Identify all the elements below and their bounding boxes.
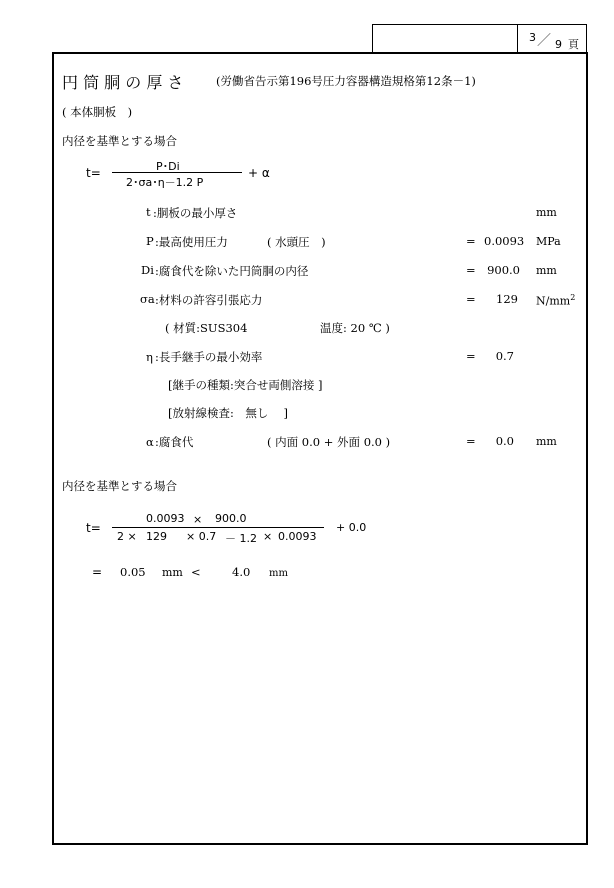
def-sigma-unit-base: N/mm — [536, 294, 571, 308]
page-number-box — [517, 24, 587, 52]
calc-num-p: 0.0093 — [146, 512, 185, 525]
calc-plus-alpha: + 0.0 — [336, 521, 367, 534]
def-t-desc: :胴板の最小厚さ — [153, 206, 238, 220]
def-di-eq: = — [466, 263, 476, 277]
def-di-symbol: Di — [141, 263, 154, 277]
def-alpha-desc: :腐食代 — [155, 435, 194, 449]
def-alpha-value: 0.0 — [495, 434, 514, 448]
header-blank-box — [372, 24, 518, 52]
page-total: 9 — [555, 38, 562, 51]
design-temperature: 温度: 20 ℃ ) — [320, 321, 390, 335]
def-p-symbol: P — [146, 234, 154, 248]
formula-plus-alpha: + α — [248, 166, 270, 180]
result-less-than: < — [191, 565, 201, 579]
calc-den-eta: × 0.7 — [186, 530, 217, 543]
def-eta-value: 0.7 — [495, 349, 514, 363]
def-alpha-eq: = — [466, 434, 476, 448]
def-sigma-unit-sup: 2 — [570, 293, 576, 302]
def-t-unit: mm — [536, 206, 557, 219]
calc-den-times: × — [263, 530, 273, 543]
formula-lhs: t= — [86, 166, 101, 180]
def-sigma-desc: :材料の許容引張応力 — [155, 293, 263, 307]
calc-den-minus: － 1.2 — [225, 532, 257, 545]
formula-numerator: P･Di — [156, 160, 180, 173]
def-sigma-value: 129 — [496, 292, 518, 306]
def-sigma-unit — [536, 293, 575, 308]
page-current: 3 — [529, 31, 536, 44]
material-spec: ( 材質:SUS304 — [165, 321, 248, 335]
def-p-value: 0.0093 — [484, 234, 525, 248]
actual-thickness-unit: mm — [269, 568, 288, 579]
radiography-inspection: [放射線検査: 無し ] — [168, 406, 289, 420]
calc-den-sigma: 129 — [146, 530, 167, 543]
def-p-unit: MPa — [536, 235, 561, 248]
calc-num-di: 900.0 — [215, 512, 247, 525]
result-value: 0.05 — [120, 565, 146, 579]
result-eq: = — [92, 565, 103, 579]
section1-heading: 内径を基準とする場合 — [62, 134, 177, 148]
def-p-note: ( 水頭圧 ) — [267, 235, 326, 249]
def-eta-eq: = — [466, 349, 476, 363]
calc-lhs: t= — [86, 521, 101, 535]
def-alpha-unit: mm — [536, 435, 557, 448]
calc-den-p: 0.0093 — [278, 530, 317, 543]
formula-denominator: 2･σa･η－1.2 P — [126, 176, 204, 189]
formula-fraction-line — [112, 172, 242, 173]
calc-fraction-line — [112, 527, 324, 528]
def-alpha-symbol: α — [146, 435, 154, 449]
calc-num-times: × — [193, 513, 203, 526]
page-slash: ／ — [537, 33, 551, 49]
result-unit: mm — [162, 566, 183, 579]
def-eta-desc: :長手継手の最小効率 — [155, 350, 263, 364]
def-di-value: 900.0 — [487, 263, 520, 277]
def-alpha-note: ( 内面 0.0 + 外面 0.0 ) — [267, 435, 391, 449]
def-p-eq: = — [466, 234, 476, 248]
regulation-reference: (労働省告示第196号圧力容器構造規格第12条－1) — [216, 74, 476, 88]
actual-thickness-value: 4.0 — [232, 565, 251, 579]
def-sigma-eq: = — [466, 292, 476, 306]
def-sigma-symbol: σa — [140, 292, 155, 306]
def-t-symbol: t — [146, 205, 151, 219]
joint-type: [継手の種類:突合せ両側溶接 ] — [168, 378, 323, 392]
subtitle: ( 本体胴板 ) — [62, 105, 133, 119]
document-title: 円 筒 胴 の 厚 さ — [62, 73, 184, 92]
section2-heading: 内径を基準とする場合 — [62, 479, 177, 493]
def-eta-symbol: η — [146, 350, 153, 364]
page-unit: 頁 — [568, 38, 579, 51]
def-di-unit: mm — [536, 264, 557, 277]
calc-den-2: 2 × — [117, 530, 137, 543]
def-di-desc: :腐食代を除いた円筒胴の内径 — [155, 264, 309, 278]
def-p-desc: :最高使用圧力 — [155, 235, 228, 249]
